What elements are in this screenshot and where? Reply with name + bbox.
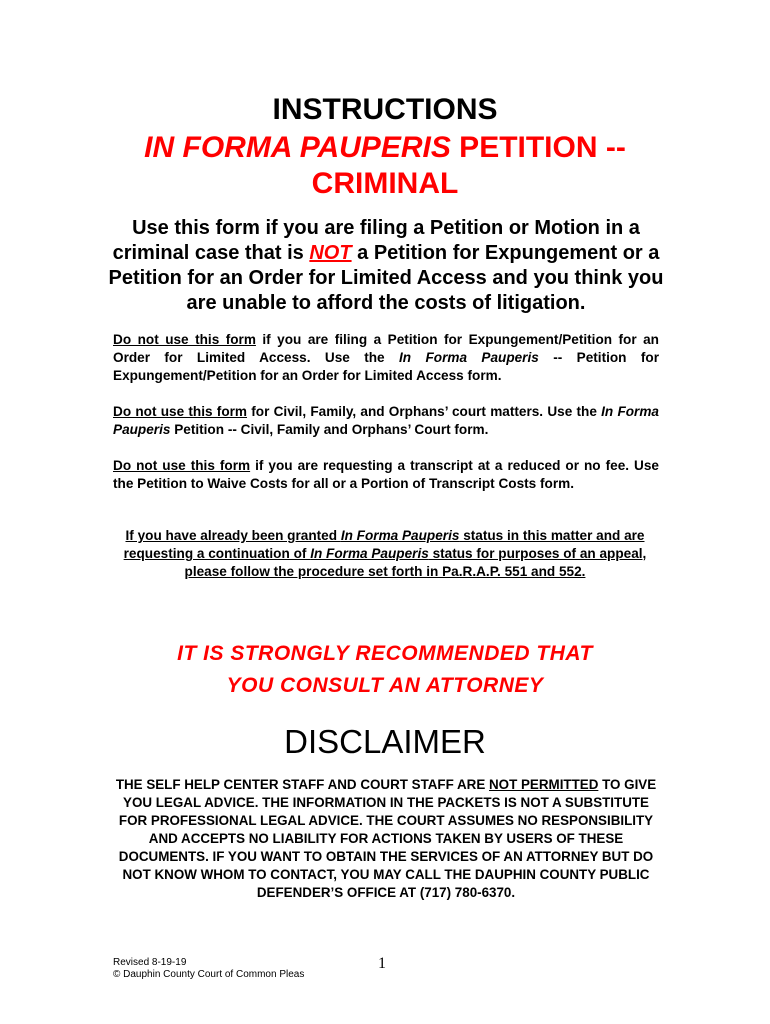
- footer-revision: [113, 957, 304, 981]
- intro-paragraph: [108, 216, 664, 316]
- para2-text-2: Petition -- Civil, Family and Orphans’ Court form.: [170, 422, 489, 437]
- page-number: 1: [378, 955, 386, 972]
- intro-text-2: a Petition for Expungement or a Petition for an Order for Limited Access and you think you are unable to afford the costs of litigation.: [108, 242, 664, 314]
- intro-not-emphasis: NOT: [309, 242, 352, 264]
- ifp-note-text-1: If you have already been granted: [125, 528, 341, 543]
- recommend-line-1: IT IS STRONGLY RECOMMENDED THAT: [177, 642, 593, 665]
- disclaimer-heading: DISCLAIMER: [284, 723, 486, 760]
- disclaimer-text: [108, 776, 664, 902]
- para2-text-1: for Civil, Family, and Orphans’ court matters. Use the: [247, 404, 602, 419]
- para3-text-1: if you are requesting a transcript at a reduced or no fee. Use the Petition to Waive Costs for all or a Portion of Transcript Costs form.: [113, 458, 659, 491]
- do-not-use-label: Do not use this form: [113, 332, 256, 347]
- para1-italic: In Forma Pauperis: [399, 350, 539, 365]
- ifp-continuation-note: [110, 527, 660, 581]
- intro-text-1: Use this form if you are filing a Petition or Motion in a criminal case that is: [112, 217, 640, 264]
- copyright-notice: © Dauphin County Court of Common Pleas: [113, 969, 305, 980]
- revised-date: Revised 8-19-19: [113, 957, 187, 968]
- ifp-note-italic-1: In Forma Pauperis: [340, 528, 460, 543]
- title-petition-text: PETITION --: [450, 131, 626, 164]
- title-instructions: INSTRUCTIONS: [272, 93, 498, 126]
- ifp-note-text-2: status in this matter and are requesting a continuation of: [123, 528, 645, 561]
- title-ifp-italic: IN FORMA PAUPERIS: [144, 131, 451, 164]
- attorney-recommendation: [0, 638, 770, 702]
- paragraph-transcript: [113, 457, 659, 493]
- para1-text-2: -- Petition for Expungement/Petition for an Order for Limited Access form.: [113, 350, 659, 383]
- do-not-use-label: Do not use this form: [113, 404, 248, 419]
- para2-italic: In Forma Pauperis: [113, 404, 659, 437]
- disclaimer-text-2: TO GIVE YOU LEGAL ADVICE. THE INFORMATION IN THE PACKETS IS NOT A SUBSTITUTE FOR PROFESSIONAL LEGAL ADVICE. THE COURT ASSUMES NO RESPONSIBILITY AND ACCEPTS NO LIABILITY FOR ACTIONS TAKEN BY USERS OF THESE DOCUMENTS. IF YOU WANT TO OBTAIN THE SERVICES OF AN ATTORNEY BUT DO NOT KNOW WHOM TO CONTACT, YOU MAY CALL THE DAUPHIN COUNTY PUBLIC DEFENDER’S OFFICE AT (717) 780-6370.: [118, 777, 657, 900]
- recommend-line-2: YOU CONSULT AN ATTORNEY: [226, 674, 544, 697]
- ifp-note-text-3: status for purposes of an appeal, please follow the procedure set forth in Pa.R.A.P. 551 and 552.: [184, 546, 647, 579]
- not-permitted-emphasis: NOT PERMITTED: [489, 777, 599, 792]
- paragraph-expungement: [113, 331, 659, 385]
- title-ifp-petition: [0, 130, 770, 166]
- title-criminal: CRIMINAL: [311, 167, 459, 200]
- paragraph-civil-family: [113, 403, 659, 439]
- para1-text-1: if you are filing a Petition for Expungement/Petition for an Order for Limited Access. Use the: [113, 332, 659, 365]
- ifp-note-italic-2: In Forma Pauperis: [310, 546, 429, 561]
- disclaimer-text-1: THE SELF HELP CENTER STAFF AND COURT STAFF ARE: [115, 777, 490, 792]
- do-not-use-label: Do not use this form: [113, 458, 251, 473]
